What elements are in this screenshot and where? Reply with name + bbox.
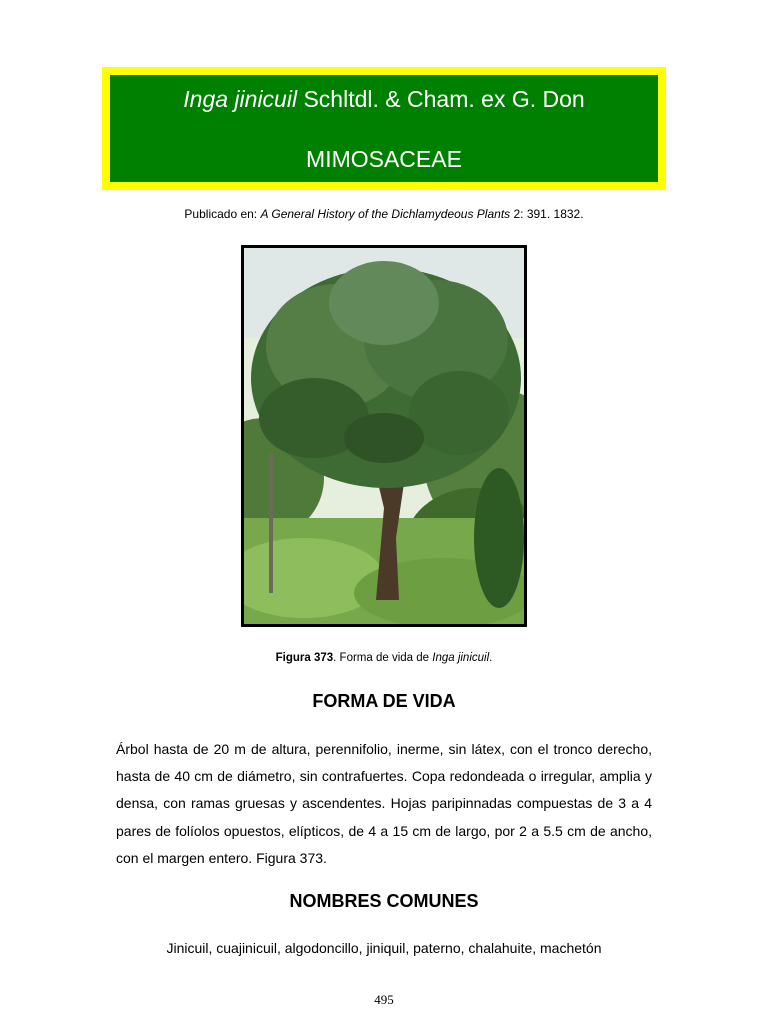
species-name [110,85,658,113]
publication-citation: 2: 391. 1832. [510,207,584,221]
publication-line [0,206,768,222]
figure-caption [0,650,768,666]
tree-photo [241,245,527,627]
species-italic: Inga jinicuil [183,86,298,112]
heading-nombres-comunes: NOMBRES COMUNES [289,891,479,911]
figure-text: . Forma de vida de [333,652,433,664]
forma-de-vida-paragraph: Árbol hasta de 20 m de altura, perennifolio, inerme, sin látex, con el tronco derecho, hasta de 40 cm de diámetro, sin contrafuertes. Copa redondeada o irregular, amplia y densa, con ramas gruesas y ascendentes. Hojas paripinnadas compuestas de 3 a 4 pares de folíolos opuestos, elípticos, de 4 a 15 cm de largo, por 2 a 5.5 cm de ancho, con el margen entero. Figura 373. [116,741,652,866]
heading-forma-de-vida: FORMA DE VIDA [312,691,456,711]
figure-species: Inga jinicuil [432,652,490,664]
family-name: MIMOSACEAE [306,146,462,172]
tree-photo-icon [244,248,524,624]
publication-title: A General History of the Dichlamydeous Plants [260,207,511,221]
common-names-list: Jinicuil, cuajinicuil, algodoncillo, jiniquil, paterno, chalahuite, machetón [166,940,602,956]
publication-prefix: Publicado en: [184,207,261,221]
figure-end: . [489,652,493,664]
figure-label: Figura 373 [275,652,334,664]
title-banner [102,67,666,190]
page-number: 495 [374,992,394,1007]
species-authority: Schltdl. & Cham. ex G. Don [303,86,585,112]
